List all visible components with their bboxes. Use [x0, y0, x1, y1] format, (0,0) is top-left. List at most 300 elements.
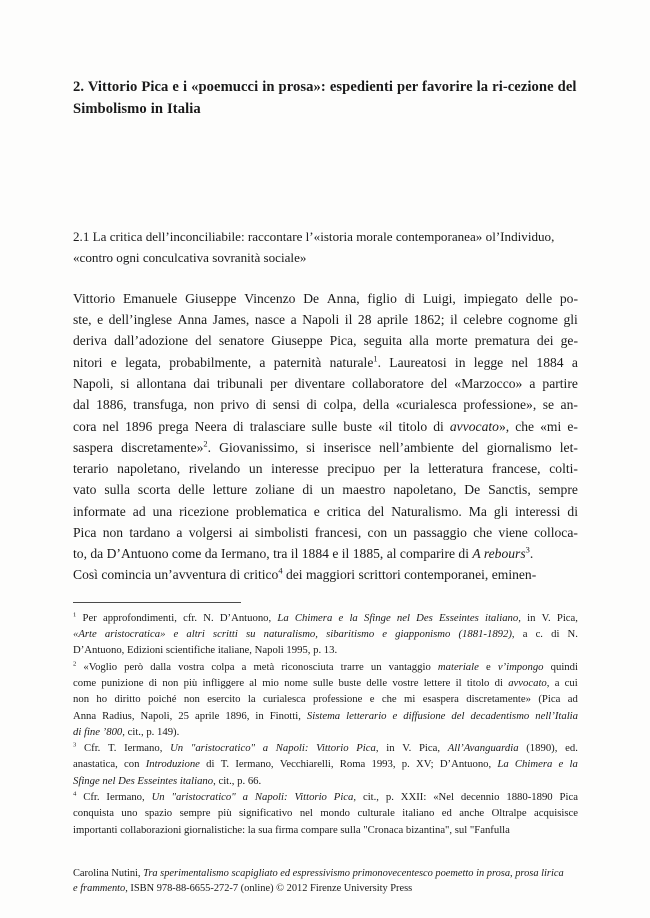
text-run: Pica [559, 791, 578, 804]
text-run: inserisce [323, 439, 371, 455]
text-run: Oltralpe [491, 807, 527, 820]
text-run: letterario [346, 709, 387, 722]
body-line [73, 352, 578, 373]
text-run: XV; [415, 758, 434, 771]
text-run: letture [212, 482, 248, 498]
text-run: curialesca [262, 693, 306, 706]
text-run: maestro [342, 482, 386, 498]
text-run: Sfinge [363, 611, 391, 624]
text-run: paternità [273, 354, 322, 370]
chapter-title-line: 2. Vittorio Pica e i «poemucci in prosa»: espedienti per favorire la ri- [73, 79, 508, 95]
text-run: mio [262, 676, 279, 689]
text-run: «mi [540, 418, 562, 434]
credit-line: e frammento, ISBN 978-88-6655-272-7 (online) © 2012 Firenze University Press [73, 883, 413, 895]
text-run: significativo [238, 807, 293, 820]
text-run: «il [378, 418, 393, 434]
text-run: nel [299, 807, 313, 820]
text-run: V. [402, 742, 412, 755]
text-run: Ma [468, 503, 487, 519]
body-line [73, 479, 578, 500]
text-run: probabilmente, [169, 354, 252, 370]
text-run: aprile [377, 312, 409, 328]
text-run: transfuga, [133, 397, 188, 413]
text-run: conquista [73, 807, 114, 820]
text-run: un [320, 482, 335, 498]
text-run: e [338, 611, 344, 624]
text-run: Cfr. [84, 742, 101, 755]
text-run: mi [404, 693, 416, 706]
text-run: in [255, 709, 264, 722]
text-run: al [249, 676, 258, 689]
text-run: a [259, 354, 266, 370]
text-run: nel [102, 418, 120, 434]
text-run: che [473, 524, 493, 540]
text-run: italiano, [484, 611, 521, 624]
text-run: e [382, 627, 388, 640]
text-run: (1881-1892), [458, 627, 515, 640]
text-run: Giuseppe [185, 290, 237, 306]
text-run: ho [96, 693, 108, 706]
text-run: terario [73, 461, 109, 477]
text-run: tardano [129, 524, 171, 540]
text-run: a [242, 791, 248, 804]
section-heading-line: 2.1 La critica dell’inconciliabile: raccontare l’«istoria morale contemporanea» o [73, 229, 493, 245]
text-run: (Pica [538, 693, 561, 706]
text-run: riconosciuta [281, 660, 334, 673]
text-run: 1886, [96, 397, 127, 413]
footnote-line: di fine ’800, cit., p. 149). [73, 725, 180, 738]
text-run: di [302, 482, 313, 498]
text-run: giapponismo [395, 627, 451, 640]
body-line [73, 288, 578, 309]
text-run: ed [441, 807, 452, 820]
text-run: All’Avanguardia [447, 742, 519, 755]
text-run: let- [559, 439, 578, 455]
text-run: naturalismo, [263, 627, 318, 640]
body-line [73, 416, 578, 437]
text-run: a [529, 375, 536, 391]
footnote-line [73, 626, 578, 642]
text-run: 4 [73, 790, 77, 798]
text-run: senatore [218, 333, 265, 349]
text-run: una [152, 503, 173, 519]
text-run: Per [82, 611, 97, 624]
footnote-line: importanti collaborazioni giornalistiche: la sua firma compare sulla "Cronaca bizantina", sul "Fanfulla [73, 823, 510, 836]
text-run: con [367, 524, 388, 540]
text-run: avvocato, [508, 676, 550, 689]
text-run: precipuo [327, 461, 375, 477]
text-run: se [542, 397, 555, 413]
text-run: nome [284, 676, 308, 689]
text-run: titolo [466, 676, 490, 689]
text-run: e [313, 503, 320, 519]
text-run: materiale [437, 660, 479, 673]
text-run: sibaritismo [326, 627, 375, 640]
text-run: a [262, 742, 269, 755]
text-run: Vecchiarelli, [279, 758, 334, 771]
text-run: ed. [565, 742, 578, 755]
text-run: lettere [423, 676, 451, 689]
text-run: «Marzocco» [454, 375, 523, 391]
text-run: napoletano, [393, 482, 457, 498]
text-run: volgersi [188, 524, 233, 540]
text-run: nell’ambiente [379, 439, 454, 455]
text-run: si [120, 375, 130, 391]
text-run: Vittorio [73, 290, 116, 306]
text-run: del [367, 503, 385, 519]
text-run: figlio [367, 290, 397, 306]
text-run: allontana [136, 375, 187, 391]
text-run: si [306, 439, 316, 455]
footnote [73, 789, 578, 838]
text-run: dai [193, 375, 210, 391]
text-run: Iermano, [124, 742, 163, 755]
text-run: Pica, [418, 742, 441, 755]
text-run: decennio [460, 791, 500, 804]
text-run: di [255, 397, 267, 413]
text-run: letteratura [428, 461, 484, 477]
text-run: Iermano, [235, 758, 274, 771]
footnote [73, 659, 578, 741]
text-run: Giovanissimo, [219, 439, 299, 455]
footnote-line [73, 659, 578, 675]
text-run: Esseintes [439, 611, 479, 624]
text-run: buste [338, 676, 362, 689]
text-run: come [73, 676, 97, 689]
text-run: un [370, 660, 382, 673]
text-run: Napoli: [254, 791, 288, 804]
text-run: nel [511, 354, 529, 370]
text-run: Pica, [556, 611, 578, 624]
text-run: per [270, 375, 288, 391]
text-run: diritto [114, 693, 141, 706]
text-run: James, [212, 312, 250, 328]
text-run: sensi [272, 397, 300, 413]
text-run: prematura [474, 333, 530, 349]
text-run: di [306, 397, 318, 413]
text-run: aristocratica» [104, 627, 166, 640]
text-run: della [362, 397, 390, 413]
text-run: anastatica, [73, 758, 118, 771]
text-run: la [247, 693, 256, 706]
text-run: in [386, 742, 395, 755]
text-run: Anna [73, 709, 97, 722]
text-run: sulla [104, 482, 130, 498]
text-run: e [392, 709, 398, 722]
text-run: "aristocratico" [171, 791, 236, 804]
text-run: p. [401, 758, 410, 771]
text-run: Laureatosi [389, 354, 447, 370]
text-run: dall’adozione [114, 333, 189, 349]
text-run: zoliane [255, 482, 295, 498]
text-run: professione [313, 693, 363, 706]
text-run: italiano [402, 807, 435, 820]
text-run: non [162, 676, 179, 689]
text-run: di [206, 758, 215, 771]
text-run: Naturalismo. [391, 503, 462, 519]
text-run: per [383, 461, 401, 477]
footnote-line [73, 740, 578, 756]
text-run: morte [435, 333, 468, 349]
text-run: 3 [73, 741, 77, 749]
text-run: "aristocratico" [190, 742, 256, 755]
text-run: francese, [491, 461, 541, 477]
text-run: 28 [357, 312, 372, 328]
text-run: Emanuele [122, 290, 178, 306]
text-run: discretamente»$^2$. [121, 438, 212, 455]
text-run: Un [151, 791, 165, 804]
text-run: altri [186, 627, 205, 640]
text-run: giornalismo [486, 439, 552, 455]
text-run: diventare [294, 375, 346, 391]
text-run: vantaggio [388, 660, 431, 673]
text-run: «curialesca [395, 397, 457, 413]
footnote-line [73, 610, 578, 626]
text-run: che [381, 693, 397, 706]
text-run: non [193, 397, 215, 413]
text-run: a [290, 312, 297, 328]
text-run: la [349, 611, 358, 624]
footnote-line [73, 675, 578, 691]
text-run: N. [567, 627, 578, 640]
text-run: del [451, 709, 465, 722]
text-run: la [569, 758, 578, 771]
text-run: Pica, [356, 742, 379, 755]
body-paragraph [73, 268, 578, 586]
text-run: Finotti, [269, 709, 301, 722]
text-run: XXII: [400, 791, 427, 804]
text-run: Pica, [333, 791, 357, 804]
text-run: Roma [339, 758, 366, 771]
text-run: dei [536, 333, 554, 349]
text-run: Pica, [329, 333, 357, 349]
text-run: decadentismo [470, 709, 530, 722]
text-run: an- [560, 397, 578, 413]
text-run: 2 [73, 660, 77, 667]
text-run: Sistema [306, 709, 341, 722]
text-run: Anna [177, 312, 208, 328]
text-run: 1884 [536, 354, 564, 370]
text-run: p. [385, 791, 394, 804]
text-run: vostre [392, 676, 419, 689]
text-run: dell’inglese [108, 312, 173, 328]
text-run: De [464, 482, 481, 498]
text-run: anche [459, 807, 485, 820]
text-run: Neera [194, 418, 228, 434]
text-run: diffusione [403, 709, 446, 722]
body-line [73, 522, 578, 543]
text-run: 1 [73, 611, 77, 619]
chapter-title [73, 0, 578, 120]
text-run: metà [253, 660, 275, 673]
text-run: informate [73, 503, 126, 519]
text-run: la [409, 461, 420, 477]
text-run: nel [396, 611, 410, 624]
text-run: Giuseppe [271, 333, 323, 349]
text-run: gli [563, 312, 578, 328]
text-run: cit., [362, 791, 379, 804]
text-run: naturale$^1$. [329, 353, 381, 370]
text-run: rivelando [188, 461, 241, 477]
text-run: impiegato [463, 290, 518, 306]
text-run: Introduzione [145, 758, 200, 771]
text-run: D’Antuono, [219, 611, 272, 624]
text-run: N. [203, 611, 214, 624]
text-run: vostra [178, 660, 205, 673]
text-run: uno [121, 807, 138, 820]
text-run: discretamente» [466, 693, 531, 706]
text-run: collaboratore [352, 375, 424, 391]
text-run: un [248, 461, 263, 477]
text-run: colpa, [323, 397, 357, 413]
text-run: di [494, 676, 503, 689]
footnote [73, 610, 578, 659]
text-run: cora [73, 418, 97, 434]
text-run: non [102, 524, 124, 540]
text-run: dalla [150, 660, 172, 673]
body-line [73, 330, 578, 351]
text-run: di [404, 290, 416, 306]
body-line [73, 373, 578, 394]
text-run: però [124, 660, 144, 673]
text-run: Sanctis, [488, 482, 531, 498]
text-run: di [233, 418, 244, 434]
footnote-line: D’Antuono, Edizioni scientifiche italiane, Napoli 1995, p. 13. [73, 644, 338, 657]
text-run: colti- [549, 461, 578, 477]
body-line [73, 501, 578, 522]
text-run: ricezione [179, 503, 229, 519]
body-line: Così comincia un’avventura di critico$^4$ dei maggiori scrittori contemporanei, eminen- [73, 565, 537, 583]
footnote [73, 740, 578, 789]
text-run: 1896, [225, 709, 250, 722]
text-run: Anna, [326, 290, 360, 306]
text-run: in [527, 611, 536, 624]
text-run: «Arte [73, 627, 97, 640]
text-run: più [183, 676, 198, 689]
text-run: Napoli, [140, 709, 173, 722]
text-run: e [110, 354, 117, 370]
text-run: nell’Italia [535, 709, 578, 722]
text-run: cfr. [183, 611, 198, 624]
text-run: sulle [311, 418, 338, 434]
text-run: scritti [212, 627, 238, 640]
text-run: Des [416, 611, 433, 624]
text-run: del [430, 375, 448, 391]
body-line [73, 458, 578, 479]
text-run: poiché [147, 693, 177, 706]
text-run: di [148, 676, 158, 689]
text-run: sulle [313, 676, 334, 689]
section-heading [73, 120, 578, 268]
text-run: infliggere [202, 676, 245, 689]
text-run: a [554, 676, 560, 689]
text-run: celebre [463, 312, 503, 328]
text-run: sempre [179, 807, 211, 820]
text-run: Vittorio [294, 791, 327, 804]
text-run: saspera [73, 439, 114, 455]
text-run: quindi [550, 660, 578, 673]
chapter-title-line: cezione del Simbolismo in Italia [73, 79, 577, 118]
text-run: e [485, 660, 491, 673]
text-run: francesi, [314, 524, 362, 540]
section-heading-line: l’Individuo, «contro ogni conculcativa sovranità sociale» [73, 229, 555, 265]
text-run: c. [535, 627, 543, 640]
text-run: Radius, [102, 709, 135, 722]
text-run: «Nel [433, 791, 454, 804]
text-run: ad [567, 693, 578, 706]
page-content [73, 0, 578, 838]
text-run: il [344, 312, 353, 328]
text-run: legge [473, 354, 504, 370]
body-line [73, 394, 578, 415]
text-run: passaggio [413, 524, 467, 540]
text-run: Iermano, [106, 791, 145, 804]
footnote-line [73, 805, 578, 821]
text-run: 25 [178, 709, 189, 722]
text-run: alla [409, 333, 429, 349]
text-run: D’Antuono, [439, 758, 492, 771]
text-run: mondo [320, 807, 351, 820]
text-run: su [245, 627, 256, 640]
text-run: un [393, 524, 408, 540]
body-line [73, 437, 578, 458]
text-run: Napoli: [275, 742, 309, 755]
text-run: (1890), [526, 742, 558, 755]
footnote-line [73, 708, 578, 724]
text-run: buste [343, 418, 373, 434]
text-run: prega [158, 418, 189, 434]
body-line: to, da D’Antuono come da Iermano, tra il 1884 e il 1885, al comparire di A rebours$^3$. [73, 544, 534, 562]
text-run: De [303, 290, 320, 306]
text-run: a [571, 354, 578, 370]
text-run: aprile [194, 709, 220, 722]
text-run: tralasciare [249, 418, 306, 434]
text-run: privo [220, 397, 250, 413]
text-run: il [455, 676, 462, 689]
text-run: acquisisce [534, 807, 578, 820]
text-run: T. [108, 742, 117, 755]
text-run: viene [498, 524, 528, 540]
text-run: La [497, 758, 509, 771]
text-run: scorta [137, 482, 171, 498]
text-run: napoletano, [117, 461, 181, 477]
text-run: vato [73, 482, 97, 498]
text-run: V. [541, 611, 551, 624]
text-run: Chimera [514, 758, 553, 771]
footnotes-section [73, 603, 578, 838]
text-run: che [515, 418, 535, 434]
text-run: ste, [73, 312, 92, 328]
text-run: Napoli [302, 312, 340, 328]
body-line [73, 309, 578, 330]
text-run: avvocato», [449, 418, 510, 434]
text-run: e [558, 758, 564, 771]
text-run: e [97, 312, 104, 328]
text-run: cognome [508, 312, 558, 328]
text-run: po- [559, 290, 578, 306]
text-run: del [461, 439, 479, 455]
text-run: di [433, 418, 444, 434]
text-run: con [124, 758, 140, 771]
text-run: nasce [254, 312, 286, 328]
text-run: gli [493, 503, 509, 519]
text-run: Pica [73, 524, 97, 540]
text-run: interesse [271, 461, 319, 477]
text-run: a [176, 524, 183, 540]
text-run: punizione [101, 676, 144, 689]
text-run: T. [220, 758, 230, 771]
text-run: Vittorio [316, 742, 349, 755]
